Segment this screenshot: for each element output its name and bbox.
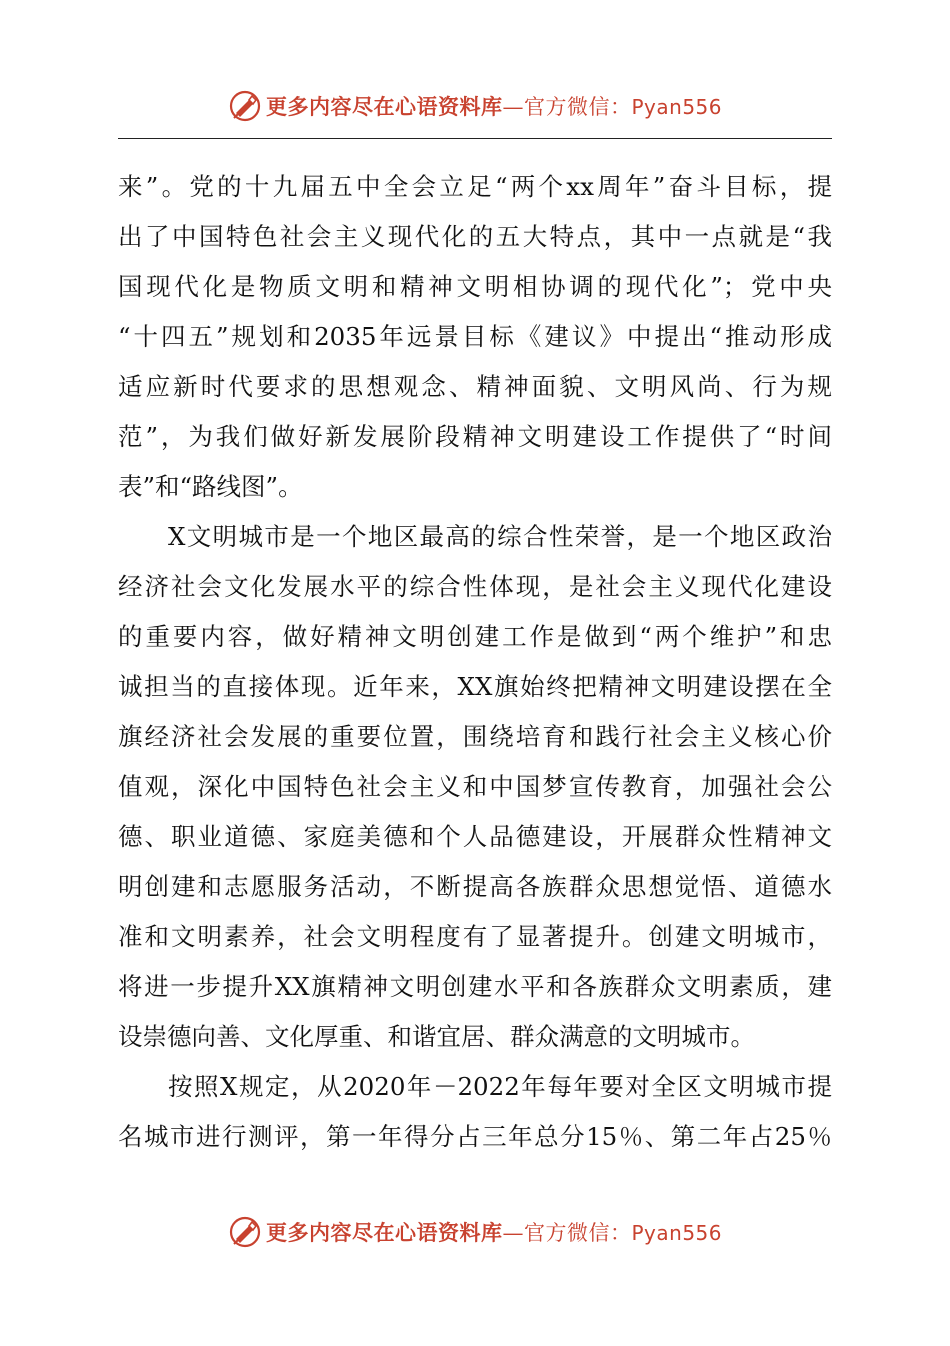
text-line: 诚担当的直接体现。近年来，XX旗始终把精神文明建设摆在全 xyxy=(118,672,832,701)
footer-separator: — xyxy=(502,1221,524,1245)
footer-banner xyxy=(0,1212,950,1252)
header-banner xyxy=(0,86,950,126)
footer-wechat-id: Pyan556 xyxy=(631,1221,722,1245)
text-line: 将进一步提升XX旗精神文明创建水平和各族群众文明素质，建 xyxy=(118,972,832,1001)
text-line: 国现代化是物质文明和精神文明相协调的现代化”；党中央 xyxy=(118,272,832,301)
text-line: 旗经济社会发展的重要位置，围绕培育和践行社会主义核心价 xyxy=(118,722,832,751)
text-line: 德、职业道德、家庭美德和个人品德建设，开展群众性精神文 xyxy=(118,822,832,851)
footer-brand: 更多内容尽在心语资料库 xyxy=(265,1220,503,1245)
text-line: 表”和“路线图”。 xyxy=(118,472,303,501)
header-wechat-id: Pyan556 xyxy=(631,95,722,119)
text-line: 准和文明素养，社会文明程度有了显著提升。创建文明城市， xyxy=(118,922,832,951)
pen-nib-logo-icon xyxy=(228,89,262,123)
header-divider xyxy=(118,138,832,139)
paragraph-1 xyxy=(118,162,832,512)
paragraph-2 xyxy=(118,512,832,1062)
text-line: 值观，深化中国特色社会主义和中国梦宣传教育，加强社会公 xyxy=(118,772,832,801)
text-line: 设崇德向善、文化厚重、和谐宜居、群众满意的文明城市。 xyxy=(118,1022,755,1051)
text-line: 适应新时代要求的思想观念、精神面貌、文明风尚、行为规 xyxy=(118,372,832,401)
text-line: X文明城市是一个地区最高的综合性荣誉，是一个地区政治 xyxy=(168,522,832,551)
pen-nib-logo-icon xyxy=(228,1215,262,1249)
paragraph-3 xyxy=(118,1062,832,1162)
header-official-label: 官方微信： xyxy=(523,95,632,119)
text-line: 出了中国特色社会主义现代化的五大特点，其中一点就是“我 xyxy=(118,222,832,251)
text-line: 按照X规定，从2020年－2022年每年要对全区文明城市提 xyxy=(168,1072,832,1101)
text-line: 经济社会文化发展水平的综合性体现，是社会主义现代化建设 xyxy=(118,572,832,601)
document-body xyxy=(118,162,832,1162)
footer-official-label: 官方微信： xyxy=(523,1221,632,1245)
text-line: “十四五”规划和2035年远景目标《建议》中提出“推动形成 xyxy=(118,322,832,351)
header-banner-text xyxy=(266,91,722,121)
header-separator: — xyxy=(502,95,524,119)
text-line: 来”。党的十九届五中全会立足“两个xx周年”奋斗目标，提 xyxy=(118,172,832,201)
text-line: 名城市进行测评，第一年得分占三年总分15％、第二年占25％ xyxy=(118,1122,832,1151)
text-line: 明创建和志愿服务活动，不断提高各族群众思想觉悟、道德水 xyxy=(118,872,832,901)
header-brand: 更多内容尽在心语资料库 xyxy=(265,94,503,119)
text-line: 范”，为我们做好新发展阶段精神文明建设工作提供了“时间 xyxy=(118,422,832,451)
text-line: 的重要内容，做好精神文明创建工作是做到“两个维护”和忠 xyxy=(118,622,832,651)
footer-banner-text xyxy=(266,1217,722,1247)
